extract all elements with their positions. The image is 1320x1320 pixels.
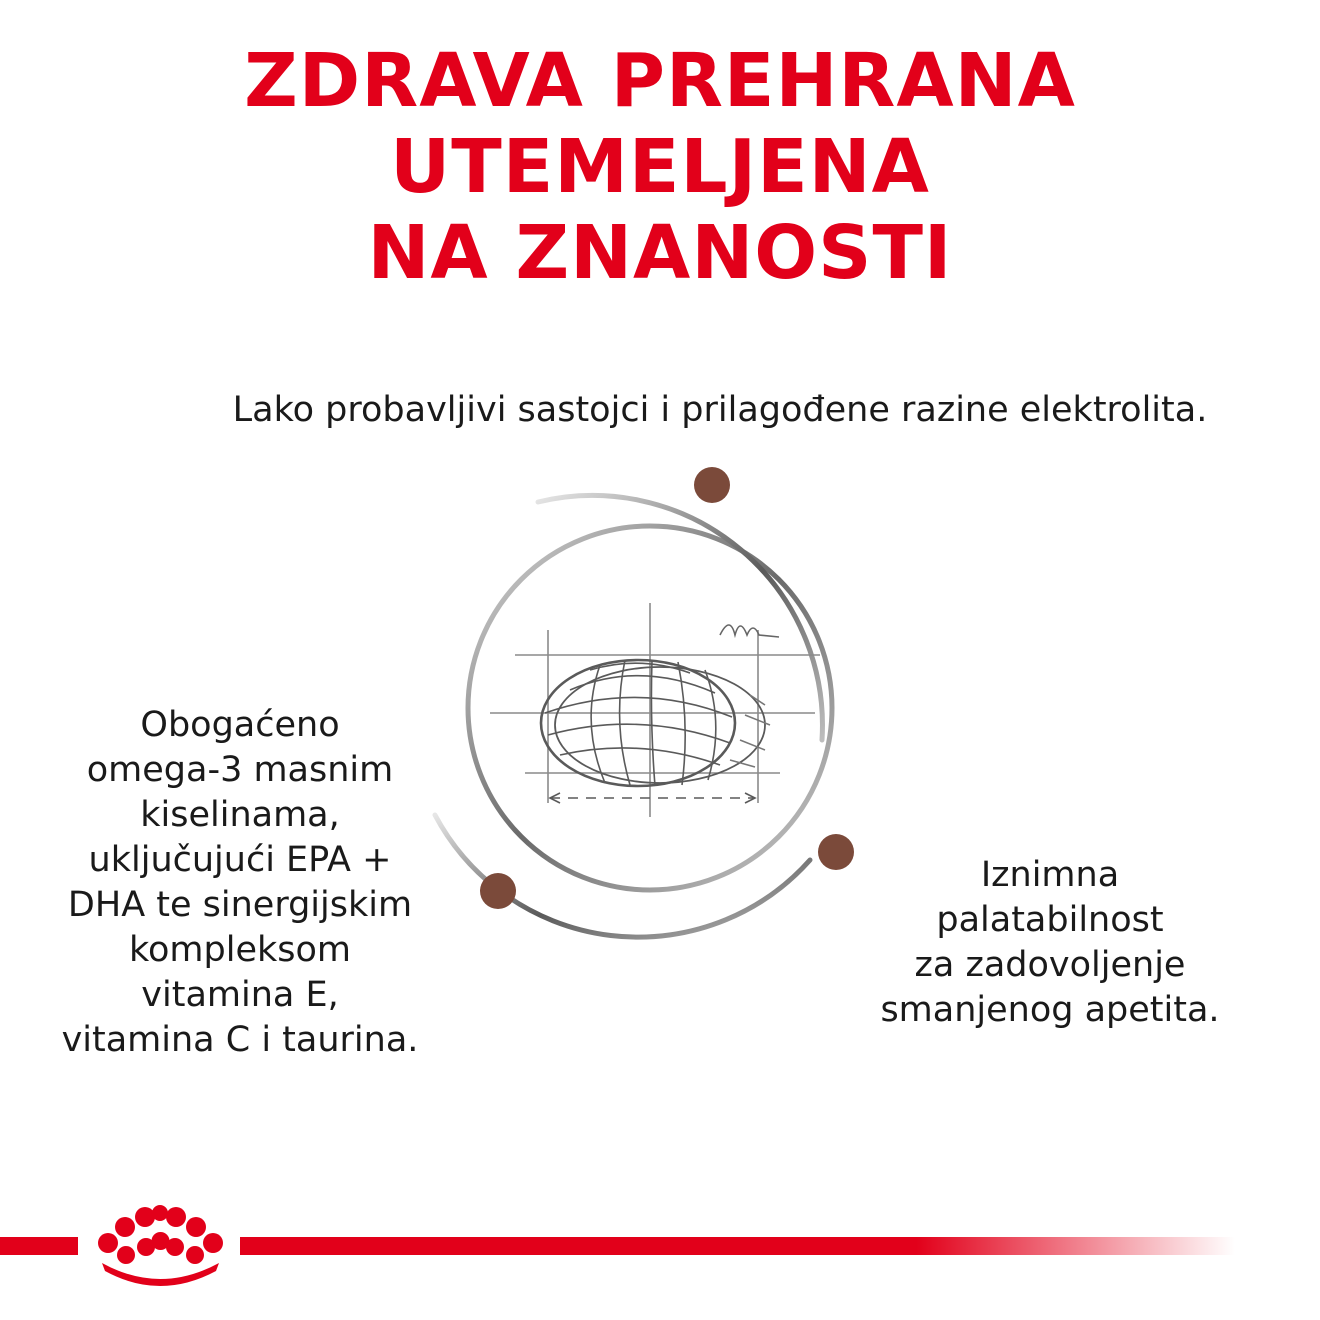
- benefit-palatability-line: smanjenog apetita.: [880, 990, 1220, 1030]
- benefit-omega3-line: uključujući EPA +: [88, 840, 392, 880]
- title-line-1: ZDRAVA PREHRANA UTEMELJENA: [244, 38, 1076, 210]
- benefit-digestibility: Lako probavljivi sastojci i prilagođene razine elektrolita.: [232, 390, 1208, 430]
- kibble-diagram: [420, 455, 900, 955]
- benefit-omega3-line: omega-3 masnim: [86, 750, 394, 790]
- page-title: [0, 38, 1320, 296]
- benefit-omega3-line: Obogaćeno: [140, 705, 340, 745]
- accent-dot: [694, 467, 730, 503]
- benefit-palatability-line: Iznimna: [980, 855, 1120, 895]
- accent-dot: [480, 873, 516, 909]
- benefit-palatability-line: palatabilnost: [936, 900, 1164, 940]
- benefit-omega3-line: vitamina C i taurina.: [61, 1020, 419, 1060]
- footer-rule-right: [240, 1237, 1235, 1255]
- benefit-palatability: [865, 853, 1235, 1033]
- kibble-sketch-icon: [490, 603, 820, 817]
- benefit-omega3: [45, 703, 435, 1063]
- title-line-2: NA ZNANOSTI: [367, 210, 953, 296]
- accent-dot: [818, 834, 854, 870]
- benefit-omega3-line: vitamina E,: [141, 975, 339, 1015]
- benefit-omega3-line: kompleksom: [128, 930, 351, 970]
- footer-rule-left: [0, 1237, 78, 1255]
- royal-canin-crown-icon: [88, 1203, 233, 1288]
- benefit-omega3-line: DHA te sinergijskim: [67, 885, 413, 925]
- benefit-palatability-line: za zadovoljenje: [914, 945, 1186, 985]
- benefit-omega3-line: kiselinama,: [140, 795, 340, 835]
